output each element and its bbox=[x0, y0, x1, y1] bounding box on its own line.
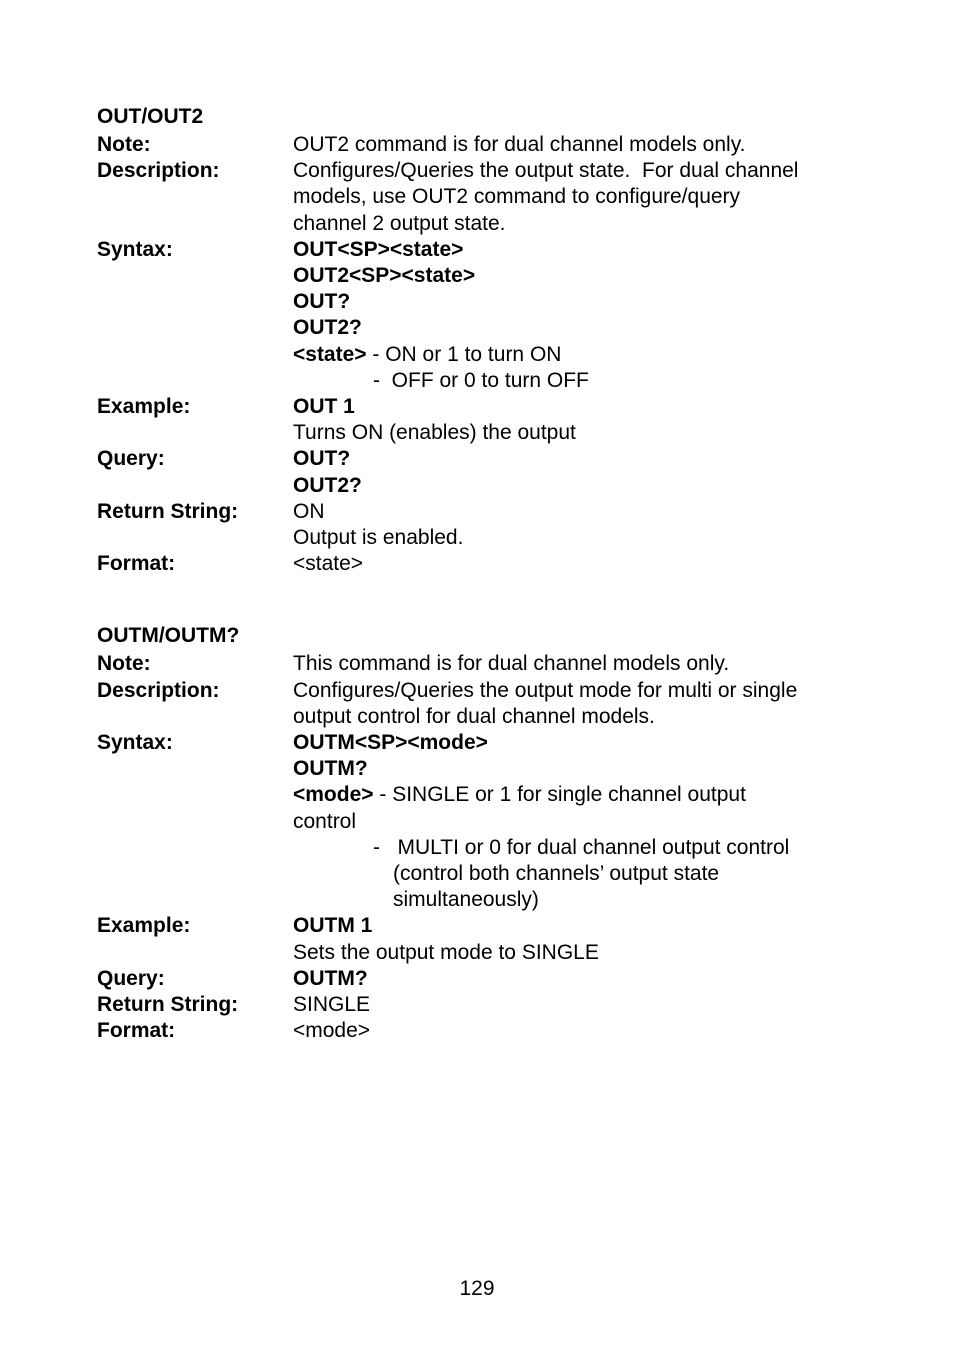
syntax-line: OUT2? bbox=[293, 316, 362, 340]
return-string-text: SINGLE bbox=[293, 993, 371, 1017]
parameter-alternative: - OFF or 0 to turn OFF bbox=[373, 368, 589, 392]
return-string-row bbox=[97, 992, 857, 1018]
syntax-label: Syntax: bbox=[97, 731, 173, 755]
parameter-description: - ON or 1 to turn ON bbox=[366, 342, 562, 366]
example-description: Turns ON (enables) the output bbox=[293, 421, 576, 445]
description-line: channel 2 output state. bbox=[293, 211, 506, 235]
description-line: Configures/Queries the output state. For dual channel bbox=[293, 159, 799, 183]
syntax-text bbox=[293, 237, 857, 394]
description-label: Description: bbox=[97, 678, 220, 702]
description-line: Configures/Queries the output mode for multi or single bbox=[293, 678, 798, 702]
parameter-line bbox=[293, 342, 857, 368]
note-label: Note: bbox=[97, 652, 151, 676]
return-line: ON bbox=[293, 499, 325, 523]
query-label: Query: bbox=[97, 966, 165, 990]
alternative-line: simultaneously) bbox=[393, 888, 539, 912]
example-command: OUTM 1 bbox=[293, 914, 373, 938]
alternative-line: (control both channels’ output state bbox=[393, 862, 720, 886]
section-outm bbox=[97, 621, 857, 1044]
syntax-line: OUT2<SP><state> bbox=[293, 264, 476, 288]
description-row bbox=[97, 678, 857, 730]
query-text: OUTM? bbox=[293, 966, 368, 990]
syntax-label: Syntax: bbox=[97, 237, 173, 261]
section-title: OUT/OUT2 bbox=[97, 105, 204, 128]
format-row bbox=[97, 1018, 857, 1044]
note-text: OUT2 command is for dual channel models only. bbox=[293, 133, 746, 156]
syntax-line: OUT? bbox=[293, 290, 351, 314]
note-row bbox=[97, 651, 857, 677]
query-row bbox=[97, 966, 857, 992]
parameter-alternative bbox=[293, 835, 857, 861]
example-command: OUT 1 bbox=[293, 395, 355, 419]
example-label: Example: bbox=[97, 914, 191, 938]
syntax-row bbox=[97, 237, 857, 394]
syntax-line: OUTM<SP><mode> bbox=[293, 731, 488, 755]
return-string-label: Return String: bbox=[97, 499, 239, 523]
query-text bbox=[293, 446, 857, 498]
example-text bbox=[293, 394, 857, 446]
manual-page bbox=[97, 102, 857, 1045]
format-text: <mode> bbox=[293, 1019, 371, 1043]
note-text: This command is for dual channel models only. bbox=[293, 652, 730, 676]
description-row bbox=[97, 158, 857, 237]
parameter-name: <state> bbox=[293, 342, 367, 366]
query-label: Query: bbox=[97, 447, 165, 471]
query-row bbox=[97, 446, 857, 498]
example-label: Example: bbox=[97, 395, 191, 419]
example-row bbox=[97, 394, 857, 446]
page-number: 129 bbox=[459, 1277, 495, 1300]
description-text bbox=[293, 158, 857, 237]
format-label: Format: bbox=[97, 552, 176, 576]
alternative-dash: - bbox=[373, 835, 380, 859]
parameter-name: <mode> bbox=[293, 783, 374, 807]
format-row bbox=[97, 551, 857, 577]
parameter-description-continued: control bbox=[293, 809, 357, 833]
syntax-row bbox=[97, 730, 857, 913]
query-line: OUT2? bbox=[293, 473, 362, 497]
example-row bbox=[97, 913, 857, 965]
section-out-out2 bbox=[97, 102, 857, 577]
query-line: OUT? bbox=[293, 447, 351, 471]
return-line: Output is enabled. bbox=[293, 526, 464, 550]
section-title: OUTM/OUTM? bbox=[97, 624, 240, 648]
parameter-description: - SINGLE or 1 for single channel output bbox=[373, 783, 746, 807]
syntax-text bbox=[293, 730, 857, 913]
description-line: models, use OUT2 command to configure/query bbox=[293, 185, 741, 209]
alternative-line: MULTI or 0 for dual channel output control bbox=[397, 835, 790, 859]
example-text bbox=[293, 913, 857, 965]
description-text bbox=[293, 678, 857, 730]
note-row bbox=[97, 132, 857, 158]
note-label: Note: bbox=[97, 133, 151, 156]
description-label: Description: bbox=[97, 159, 220, 183]
syntax-line: OUT<SP><state> bbox=[293, 237, 464, 261]
return-string-label: Return String: bbox=[97, 993, 239, 1017]
example-description: Sets the output mode to SINGLE bbox=[293, 940, 599, 964]
description-line: output control for dual channel models. bbox=[293, 704, 655, 728]
return-string-text bbox=[293, 499, 857, 551]
return-string-row bbox=[97, 499, 857, 551]
format-text: <state> bbox=[293, 552, 364, 576]
format-label: Format: bbox=[97, 1019, 176, 1043]
parameter-line bbox=[293, 782, 857, 808]
syntax-line: OUTM? bbox=[293, 757, 368, 781]
